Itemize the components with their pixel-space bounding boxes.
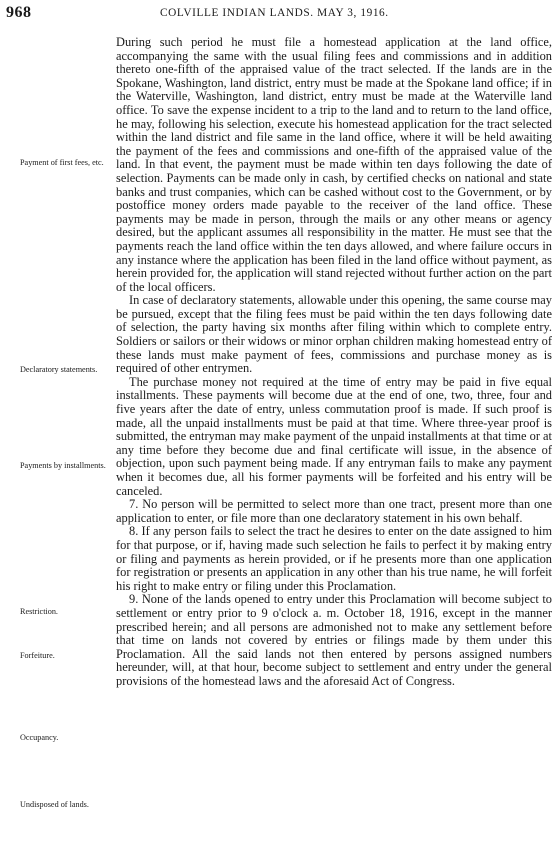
body-text (116, 36, 552, 689)
paragraph-installments: The purchase money not required at the time of entry may be paid in five equal installments. These payments will become due at the end of one, two, three, four and five years after the date of entry, unless commutation proof is made. If such proof is made, all the unpaid installments must be paid at that time. Where three-year proof is submitted, the entryman may make payment of the unpaid installments at that time or at any time before they become due and final certificate will issue, in the absence of objection, upon such payment being made. If any entryman fails to make any payment when it becomes due, all his former payments will be forfeited and his entry will be canceled. (116, 374, 552, 498)
running-head: COLVILLE INDIAN LANDS. MAY 3, 1916. (160, 7, 389, 19)
margin-note-occupancy: Occupancy. (20, 733, 59, 742)
paragraph-declaratory-statements: In case of declaratory statements, allowable under this opening, the same course may be pursued, except that the filing fees must be paid within the ten days following date of selection, the party having six months after filing within which to complete entry. Soldiers or sailors or their widows or minor orphan children making homestead entry of these lands must make payment of fees, commissions and purchase money as is required of other entrymen. (116, 293, 552, 376)
paragraph-homestead-application: During such period he must file a homestead application at the land office, accompanying the same with the usual filing fees and commissions and in addition thereto one-fifth of the appraised value of the tract selected. If the lands are in the Spokane, Washington, land district, entry must be made at the Spokane land office; if in the Waterville, Washington, land district, entry must be made at the Waterville land office. To save the expense incident to a trip to the land and to return to the land office, he may, following his selection, execute his homestead application for the tract selected within the land district and file same in the land office, where it will be held awaiting the payment of the fees and commissions and one-fifth of the appraised value of the land. In that event, the payment must be made within ten days following the date of selection. Payments can be made only in cash, by certified checks on national and state banks and trust companies, which can be cashed without cost to the Government, or by postoffice money orders made payable to the receiver of the land office. These payments may be made in person, through the mails or any other means or agency desired, but the applicant assumes all responsibility in the matter. He must see that the payments reach the land office within the ten days allowed, and where failure occurs in any instance where the application has been filed in the land office without payment, as herein provided for, the application will stand rejected without further action on the part of the local officers. (116, 35, 552, 294)
paragraph-occupancy: 9. None of the lands opened to entry under this Proclamation will become subject to settlement or entry prior to 9 o'clock a. m. October 18, 1916, except in the manner prescribed herein; and all persons are admonished not to make any settlement before that time on lands not covered by entries or filings made by them under this Proclamation. All the said lands not then entered by persons assigned numbers hereunder, will, at that hour, become subject to settlement and entry under the general provisions of the homestead laws and the aforesaid Act of Congress. (116, 592, 552, 688)
margin-note-undisposed: Undisposed of lands. (20, 800, 89, 809)
page-header (0, 0, 558, 28)
margin-note-forfeiture: Forfeiture. (20, 651, 55, 660)
paragraph-restriction: 7. No person will be permitted to select more than one tract, present more than one application to enter, or file more than one declaratory statement in his own behalf. (116, 497, 552, 525)
page-number: 968 (6, 4, 32, 21)
margin-note-restriction: Restriction. (20, 607, 58, 616)
paragraph-forfeiture: 8. If any person fails to select the tract he desires to enter on the date assigned to him for that purpose, or if, having made such selection he fails to perfect it by making entry or filing and payments as herein provided, or if he presents more than one application for registration or presents an application in any other than his true name, he will forfeit his right to make entry or filing under this Proclamation. (116, 524, 552, 593)
margin-note-installments: Payments by installments. (20, 461, 106, 470)
margin-note-payment: Payment of first fees, etc. (20, 158, 104, 167)
margin-note-declaratory: Declaratory statements. (20, 365, 98, 374)
